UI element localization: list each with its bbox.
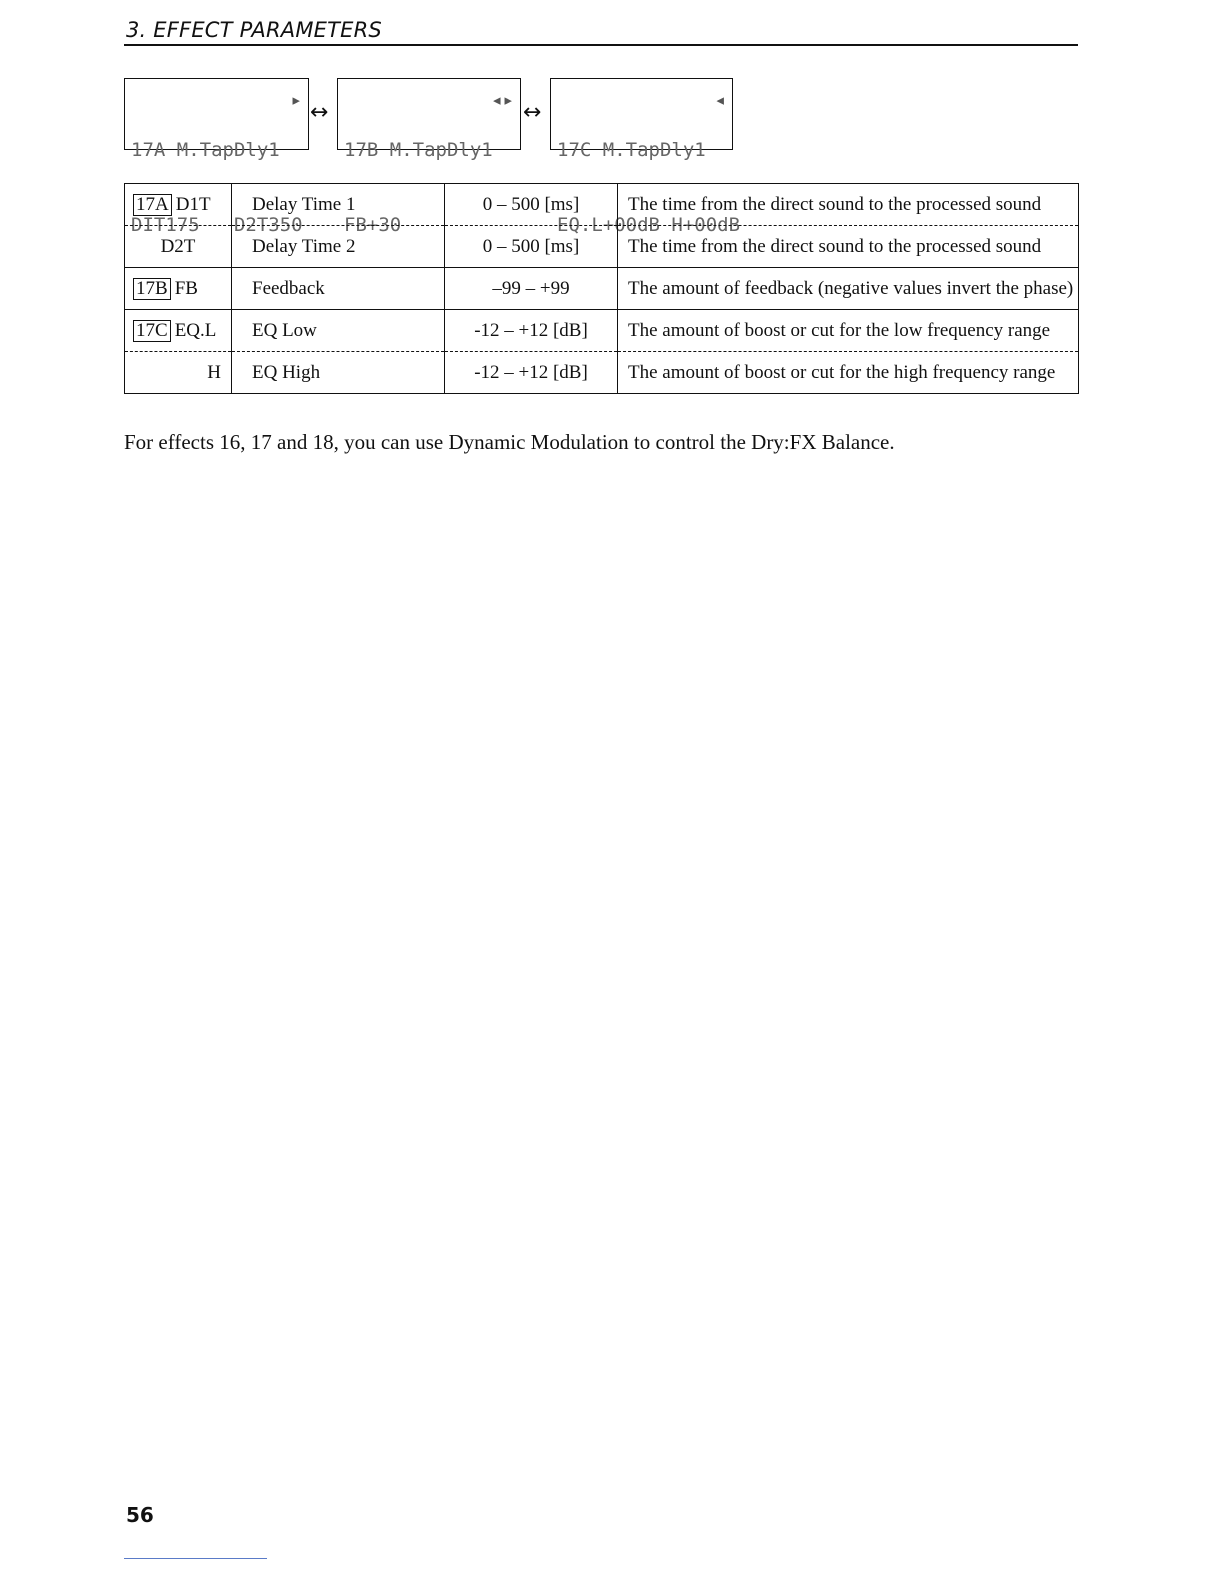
param-description: The amount of boost or cut for the low frequency range (618, 310, 1079, 352)
param-description: The amount of feedback (negative values invert the phase) (618, 268, 1079, 310)
lcd-line-2: EQ.L+00dB H+00dB (557, 214, 741, 236)
param-description: The time from the direct sound to the processed sound (618, 226, 1079, 268)
lcd-display-17c (550, 78, 741, 236)
bidirectional-arrow-icon: ↔ (523, 100, 542, 125)
bidirectional-arrow-icon: ↔ (310, 100, 329, 125)
page-badge: 17A (133, 194, 172, 216)
param-range: 0 – 500 [ms] (445, 184, 618, 226)
param-range: -12 – +12 [dB] (445, 310, 618, 352)
param-code-cell (125, 184, 232, 226)
page-both-indicator-icon: ◂▸ (491, 89, 514, 111)
param-code-cell (125, 226, 232, 268)
parameter-table (124, 183, 1079, 394)
param-code-cell (125, 352, 232, 394)
param-code: FB (174, 277, 198, 299)
lcd-display-17b (337, 78, 521, 236)
param-name: EQ High (232, 352, 445, 394)
page-badge: 17B (133, 278, 171, 300)
param-name: Feedback (232, 268, 445, 310)
param-description: The amount of boost or cut for the high frequency range (618, 352, 1079, 394)
header-divider (124, 44, 1078, 46)
lcd-line-1: 17B M.TapDly1 (344, 139, 493, 161)
lcd-line-1: 17C M.TapDly1 (557, 139, 706, 161)
param-code: H (207, 361, 221, 383)
footer-divider (124, 1558, 267, 1559)
param-code-cell (125, 310, 232, 352)
table-row (125, 310, 1079, 352)
lcd-line-1: 17A M.TapDly1 (131, 139, 280, 161)
param-description: The time from the direct sound to the processed sound (618, 184, 1079, 226)
param-code-cell (125, 268, 232, 310)
table-row (125, 226, 1079, 268)
param-code: D2T (160, 235, 196, 257)
param-name: EQ Low (232, 310, 445, 352)
table-row (125, 184, 1079, 226)
param-range: -12 – +12 [dB] (445, 352, 618, 394)
param-name: Delay Time 1 (232, 184, 445, 226)
page-badge: 17C (133, 320, 171, 342)
page-number: 56 (126, 1503, 154, 1527)
body-paragraph: For effects 16, 17 and 18, you can use Dynamic Modulation to control the Dry:FX Balance. (124, 430, 895, 454)
table-row (125, 352, 1079, 394)
lcd-line-2: FB+30 (344, 214, 402, 236)
param-range: 0 – 500 [ms] (445, 226, 618, 268)
page-left-indicator-icon: ◂ (714, 89, 726, 111)
page-right-indicator-icon: ▸ (290, 89, 302, 111)
lcd-line-2: DIT175 D2T350 (131, 214, 303, 236)
section-title: 3. EFFECT PARAMETERS (126, 18, 382, 42)
param-code: D1T (175, 193, 211, 215)
param-code: EQ.L (174, 319, 217, 341)
param-range: –99 – +99 (445, 268, 618, 310)
param-name: Delay Time 2 (232, 226, 445, 268)
table-row (125, 268, 1079, 310)
